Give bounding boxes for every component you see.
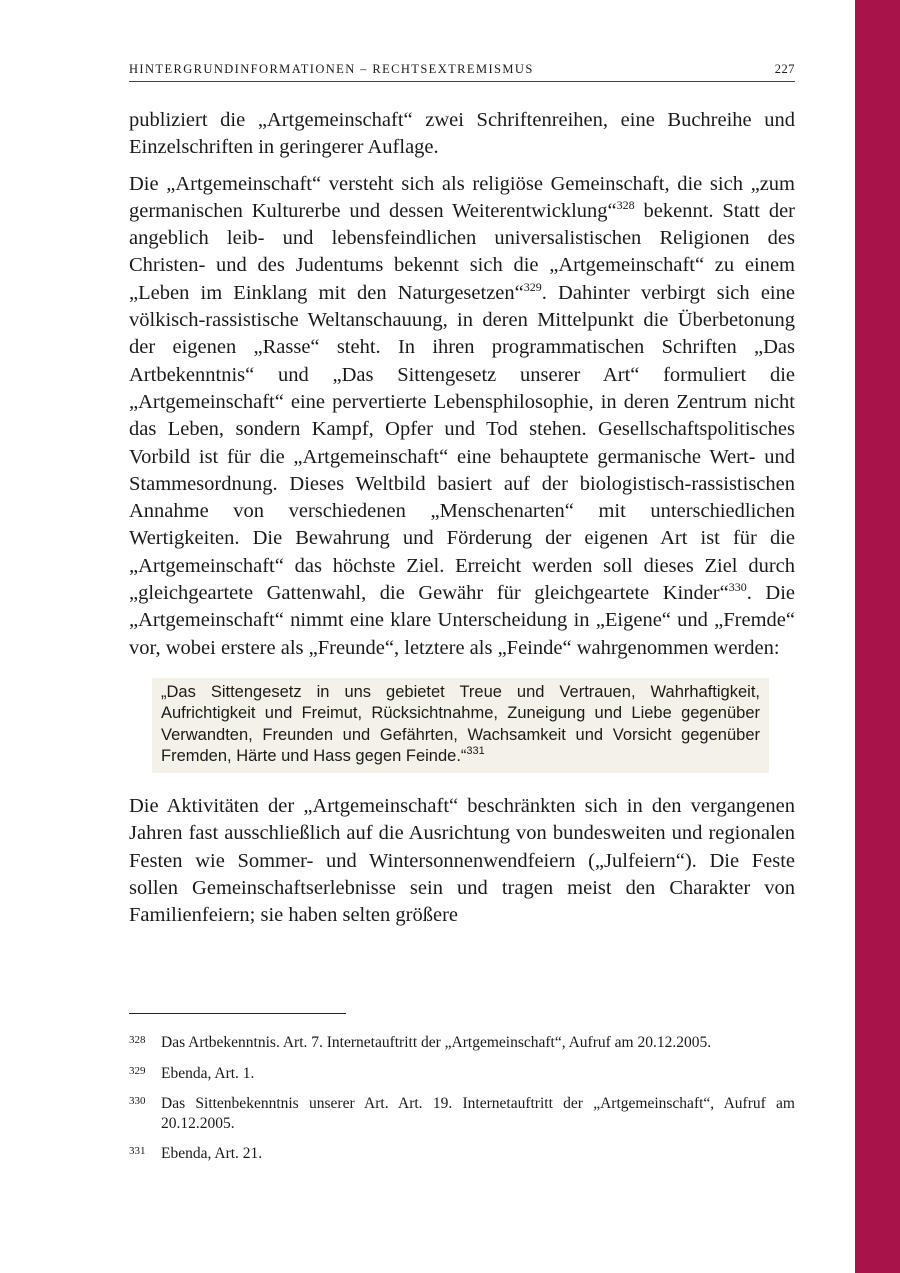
paragraph-2-part-c: . Dahinter verbirgt sich eine völkisch-rassistische Weltanschauung, in deren Mittelpunkt die Überbetonung der eigenen „Rasse“ steht. In ihren programmatischen Schriften „Das Artbekenntnis“ und „Das Sittengesetz unserer Art“ formuliert die „Artgemeinschaft“ eine pervertierte Lebensphilosophie, in deren Zentrum nicht das Leben, sondern Kampf, Opfer und Tod stehen. Gesellschaftspolitisches Vorbild ist für die „Artgemeinschaft“ eine behauptete germanische Wert- und Stammesordnung. Dieses Weltbild basiert auf der biologistisch-rassistischen Annahme von verschiedenen „Menschenarten“ mit unterschiedlichen Wertigkeiten. Die Bewahrung und Förderung der eigenen Art ist für die „Artgemeinschaft“ das höchste Ziel. Erreicht werden soll dieses Ziel durch „gleichgeartete Gattenwahl, die Gewähr für gleichgeartete Kinder“ bbox=[129, 281, 795, 605]
block-quote bbox=[152, 678, 769, 773]
paragraph-2 bbox=[129, 171, 795, 662]
footnote-328 bbox=[129, 1033, 795, 1053]
footnote-330 bbox=[129, 1094, 795, 1133]
decorative-side-bar bbox=[855, 0, 900, 1273]
page-number: 227 bbox=[774, 62, 795, 76]
footnote-ref-330[interactable]: 330 bbox=[728, 580, 747, 595]
block-quote-text: „Das Sittengesetz in uns gebietet Treue und Vertrauen, Wahrhaftigkeit, Aufrichtigkeit und Freimut, Rücksichtnahme, Zuneigung und Liebe gegenüber Verwandten, Freunden und Gefährten, Wachsamkeit und Vorsicht gegenüber Fremden, Härte und Hass gegen Feinde.“ bbox=[161, 682, 760, 766]
footnote-ref-328[interactable]: 328 bbox=[616, 197, 635, 212]
footnote-ref-329[interactable]: 329 bbox=[523, 279, 542, 294]
footnote-text: Ebenda, Art. 21. bbox=[161, 1145, 263, 1162]
footnote-number: 330 bbox=[129, 1095, 146, 1107]
footnote-number: 331 bbox=[129, 1145, 146, 1157]
main-text bbox=[129, 107, 795, 929]
running-title: HINTERGRUNDINFORMATIONEN – RECHTSEXTREMISMUS bbox=[129, 62, 534, 76]
footnote-separator bbox=[129, 1013, 346, 1014]
paragraph-2-part-a: Die „Artgemeinschaft“ versteht sich als religiöse Gemeinschaft, die sich „zum germanischen Kulturerbe und dessen Weiterentwicklung“ bbox=[129, 172, 795, 222]
footnote-ref-331[interactable]: 331 bbox=[466, 745, 485, 758]
running-header bbox=[129, 62, 795, 82]
paragraph-2-part-d: . Die „Artgemeinschaft“ nimmt eine klare Unterscheidung in „Eigene“ und „Fremde“ vor, wobei erstere als „Freunde“, letztere als „Feinde“ wahrgenommen werden: bbox=[129, 582, 795, 659]
footnote-number: 328 bbox=[129, 1034, 146, 1046]
footnote-number: 329 bbox=[129, 1064, 146, 1077]
paragraph-1: publiziert die „Artgemeinschaft“ zwei Schriftenreihen, eine Buchreihe und Einzelschriften in geringerer Auflage. bbox=[129, 109, 795, 159]
paragraph-3: Die Aktivitäten der „Artgemeinschaft“ beschränkten sich in den vergangenen Jahren fast ausschließlich auf die Ausrichtung von bundesweiten und regionalen Festen wie Sommer- und Wintersonnenwendfeiern („Julfeiern“). Die Feste sollen Gemeinschaftserlebnisse sein und tragen meist den Charakter von Familienfeiern; sie haben selten größere bbox=[129, 794, 795, 927]
footnote-331 bbox=[129, 1144, 795, 1164]
footnote-text: Ebenda, Art. 1. bbox=[161, 1064, 255, 1082]
paragraph-2-part-b: bekennt. Statt der angeblich leib- und lebensfeindlichen universalistischen Religionen des Christen- und des Judentums bekennt sich die „Artgemeinschaft“ zu einem „Leben im Einklang mit den Naturgesetzen“ bbox=[129, 199, 796, 304]
footnote-329 bbox=[129, 1064, 795, 1084]
footnote-text: Das Artbekenntnis. Art. 7. Internetauftritt der „Artgemeinschaft“, Aufruf am 20.12.2005. bbox=[161, 1034, 712, 1051]
footnote-text: Das Sittenbekenntnis unserer Art. Art. 19. Internetauftritt der „Artgemeinschaft“, Aufruf am 20.12.2005. bbox=[161, 1095, 795, 1132]
footnotes bbox=[129, 1033, 795, 1175]
